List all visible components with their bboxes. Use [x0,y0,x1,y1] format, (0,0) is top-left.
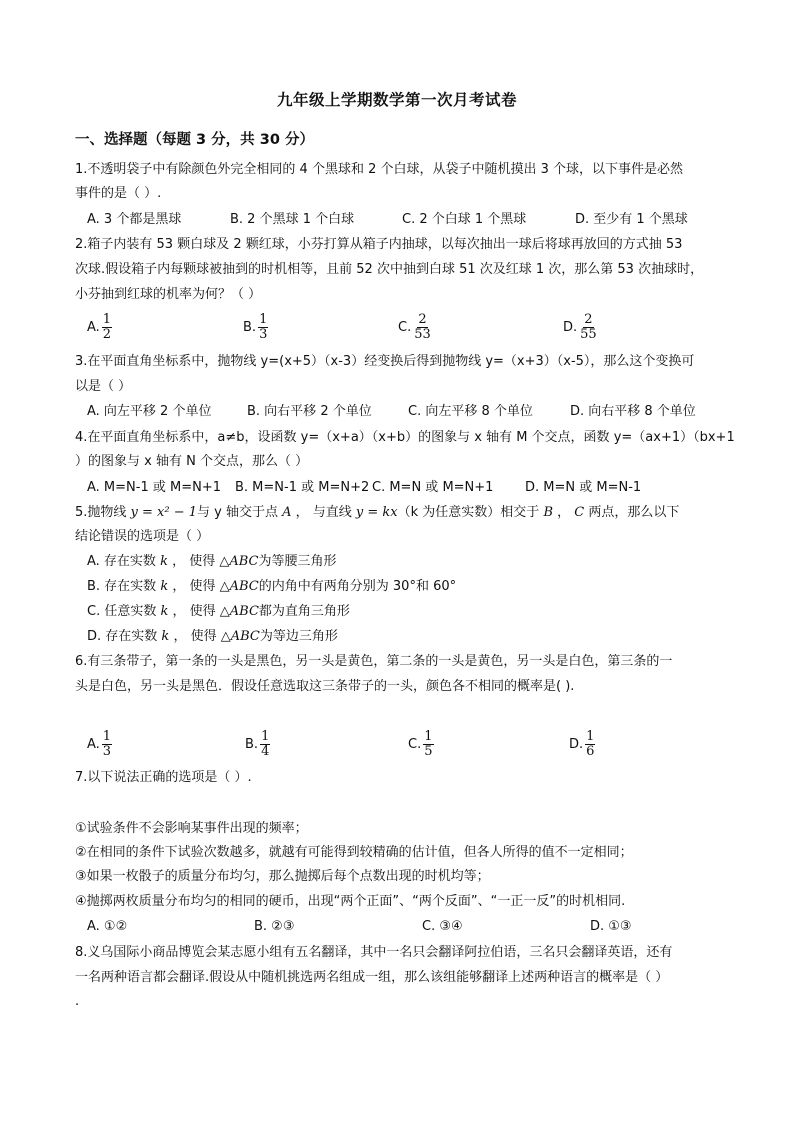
q5-text: 两点，那么以下 [584,505,680,520]
q5-text: ， [553,505,575,520]
option-label: D. [563,320,578,335]
option-text: 为等腰三角形 [258,554,337,569]
numerator: 2 [584,312,593,327]
q4-option-b: B. M=N-1 或 M=N+2 [235,480,370,495]
option-text: ， 使得 [167,554,220,569]
line-equation: y = kx [355,505,398,520]
q2-option-d [563,313,598,342]
q3-option-d: D. 向右平移 8 个单位 [570,404,696,419]
question-4-line-2: ）的图象与 x 轴有 N 个交点，那么（ ） [75,454,309,469]
option-text: ， 使得 [169,629,221,644]
q1-option-b: B. 2 个黑球 1 个白球 [230,212,355,227]
denominator: 5 [424,744,433,759]
option-text: B. 存在实数 [87,579,161,594]
numerator: 1 [261,729,270,744]
denominator: 2 [102,327,112,342]
denominator: 53 [414,327,431,342]
q4-option-c: C. M=N 或 M=N+1 [372,480,494,495]
question-4-line-1: 4.在平面直角坐标系中，a≠b，设函数 y=（x+a）（x+b）的图象与 x 轴有 M 个交点，函数 y=（ax+1）（bx+1 [75,430,735,445]
q7-option-d: D. ①③ [590,919,632,934]
page-title: 九年级上学期数学第一次月考试卷 [276,91,517,109]
fraction [260,730,270,759]
option-text: 都为直角三角形 [258,604,350,619]
q5-option-a [87,552,337,572]
fraction [102,313,112,342]
point-a: A [282,505,292,520]
triangle-abc: △ABC [219,554,259,569]
q5-text: （k 为任意实数）相交于 [397,505,544,520]
fraction [102,730,112,759]
q1-option-d: D. 至少有 1 个黑球 [575,212,688,227]
q2-option-c [398,313,432,342]
point-c: C [574,505,585,520]
denominator: 3 [102,744,112,759]
option-label: B. [245,737,259,752]
denominator: 6 [586,744,595,759]
question-6-line-2: 头是白色，另一头是黑色．假设任意选取这三条带子的一头，颜色各不相同的概率是( ). [75,679,575,694]
denominator: 55 [580,327,597,342]
q6-option-b [245,730,270,759]
numerator: 1 [424,729,433,744]
option-label: D. [569,737,584,752]
option-label: C. [408,737,422,752]
q3-option-c: C. 向左平移 8 个单位 [408,404,533,419]
numerator: 2 [418,312,427,327]
q3-option-a: A. 向左平移 2 个单位 [87,404,212,419]
option-label: B. [243,320,257,335]
variable-k: k [160,579,169,594]
option-text: A. 存在实数 [87,554,161,569]
q7-option-a: A. ①② [87,919,128,934]
q7-statement-4: ④抛掷两枚质量分布均匀的相同的硬币，出现“两个正面”、“两个反面”、“一正一反”的时机相同. [75,894,626,909]
question-5-line-1 [75,503,679,523]
triangle-abc: △ABC [219,604,259,619]
question-2-line-2: 次球.假设箱子内每颗球被抽到的时机相等，且前 52 次中抽到白球 51 次及红球 1 次，那么第 53 次抽球时， [75,262,704,277]
q4-option-d: D. M=N 或 M=N-1 [525,480,642,495]
option-text: 为等边三角形 [259,629,338,644]
question-8-line-2: 一名两种语言都会翻译.假设从中随机挑选两名组成一组，那么该组能够翻译上述两种语言的概率是（ ） [75,970,669,985]
option-text: D. 存在实数 [87,629,162,644]
option-text: ， 使得 [168,579,220,594]
numerator: 1 [102,729,112,744]
section-heading: 一、选择题（每题 3 分，共 30 分） [75,132,314,148]
q2-option-a [87,313,112,342]
q7-option-b: B. ②③ [254,919,295,934]
question-1-line-1: 1.不透明袋子中有除颜色外完全相同的 4 个黑球和 2 个白球，从袋子中随机摸出 3 个球，以下事件是必然 [75,162,684,177]
variable-k: k [161,629,170,644]
q5-option-c [87,602,350,622]
question-7-line-1: 7.以下说法正确的选项是（ ）. [75,770,252,785]
q2-option-b [243,313,268,342]
fraction [585,730,595,759]
question-2-line-1: 2.箱子内装有 53 颗白球及 2 颗红球，小芬打算从箱子内抽球，以每次抽出一球后将球再放回的方式抽 53 [75,237,683,252]
q5-option-d [87,627,338,647]
question-1-line-2: 事件的是（ ）. [75,186,162,201]
fraction [258,313,268,342]
variable-k: k [160,604,169,619]
q6-option-a [87,730,112,759]
q7-statement-1: ①试验条件不会影响某事件出现的频率； [75,821,308,836]
point-b: B [543,505,553,520]
q1-option-a: A. 3 个都是黑球 [87,212,182,227]
fraction [423,730,433,759]
question-5-line-2: 结论错误的选项是（ ） [75,529,210,544]
q6-option-c [408,730,434,759]
numerator: 1 [259,312,268,327]
option-text: 的内角中有两角分别为 30°和 60° [258,579,457,594]
q5-text: ， 与直线 [291,505,356,520]
q4-option-a: A. M=N-1 或 M=N+1 [87,480,221,495]
fraction [413,313,432,342]
q5-option-b [87,577,456,597]
question-3-line-2: 以是（ ） [75,379,132,394]
q5-text: 5.抛物线 [75,505,131,520]
triangle-abc: △ABC [220,629,260,644]
parabola-equation: y = x² − 1 [130,505,198,520]
question-3-line-1: 3.在平面直角坐标系中，抛物线 y=(x+5）（x-3）经变换后得到抛物线 y=（x+3）（x-5），那么这个变换可 [75,354,695,369]
denominator: 4 [261,744,270,759]
q7-option-c: C. ③④ [422,919,463,934]
q3-option-b: B. 向右平移 2 个单位 [247,404,372,419]
question-8-line-3: . [75,994,80,1009]
option-label: C. [398,320,412,335]
question-8-line-1: 8.义乌国际小商品博览会某志愿小组有五名翻译，其中一名只会翻译阿拉伯语，三名只会翻译英语，还有 [75,945,673,960]
denominator: 3 [259,327,268,342]
q7-statement-3: ③如果一枚骰子的质量分布均匀，那么抛掷后每个点数出现的时机均等； [75,869,490,884]
q5-text: 与 y 轴交于点 [197,505,283,520]
fraction [579,313,598,342]
q1-option-c: C. 2 个白球 1 个黑球 [402,212,527,227]
variable-k: k [160,554,168,569]
triangle-abc: △ABC [219,579,259,594]
numerator: 1 [586,729,595,744]
option-label: A. [87,737,100,752]
question-6-line-1: 6.有三条带子，第一条的一头是黑色，另一头是黄色，第二条的一头是黄色，另一头是白色，第三条的一 [75,654,673,669]
option-text: ， 使得 [168,604,220,619]
q6-option-d [569,730,595,759]
numerator: 1 [102,312,112,327]
question-2-line-3: 小芬抽到红球的机率为何？（ ） [75,287,262,302]
q7-statement-2: ②在相同的条件下试验次数越多，就越有可能得到较精确的估计值，但各人所得的值不一定相同； [75,845,633,860]
option-text: C. 任意实数 [87,604,161,619]
option-label: A. [87,320,100,335]
